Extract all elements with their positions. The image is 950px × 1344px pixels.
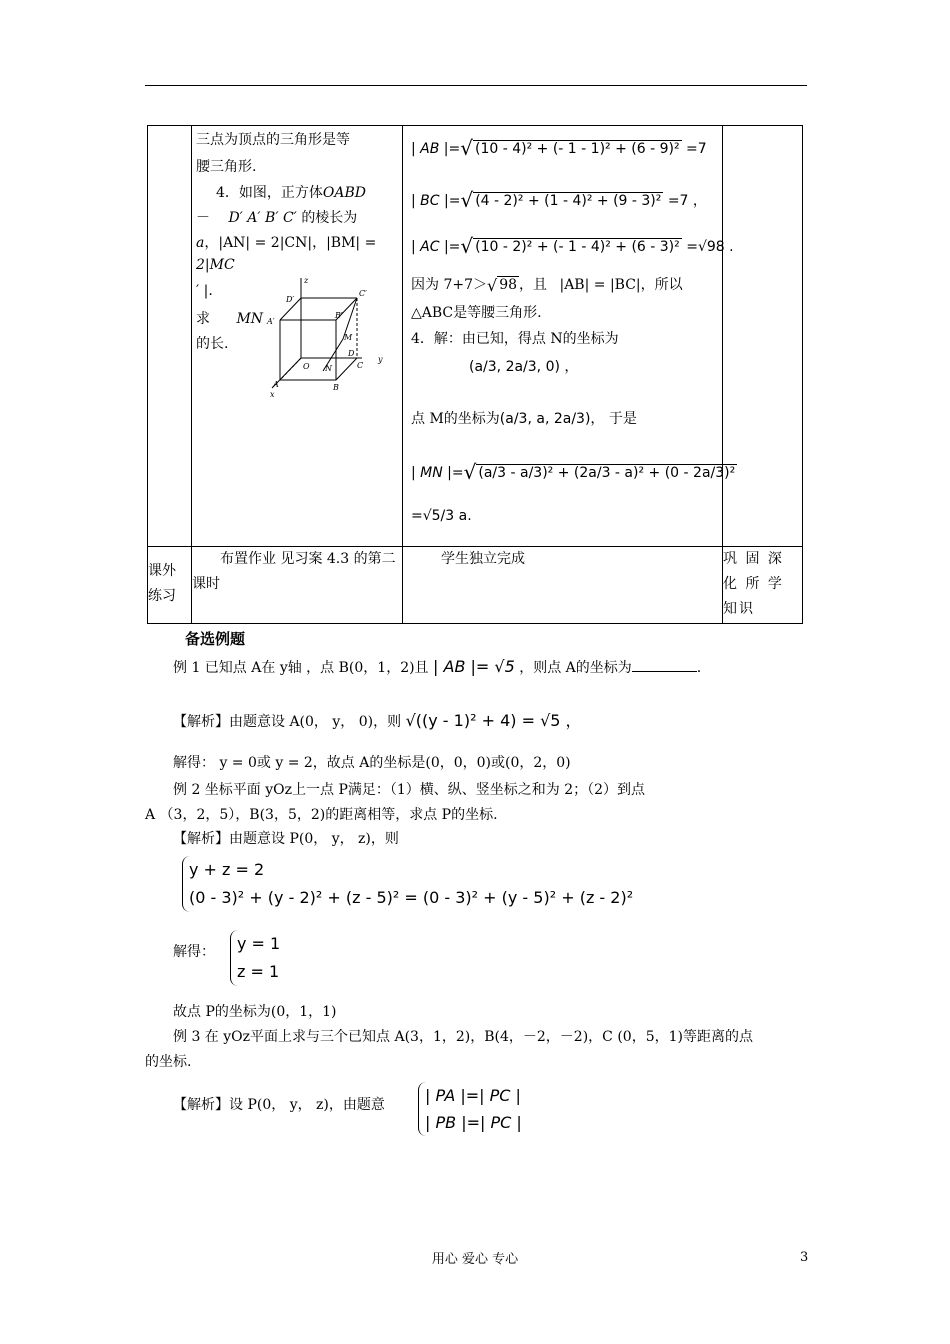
bc-value: =7 ，	[667, 193, 707, 209]
footer-motto: 用心 爱心 专心	[431, 1252, 519, 1267]
row-label-line2: 练习	[148, 588, 176, 604]
empty-cell	[148, 126, 192, 547]
ex2-line1: 例 2 坐标平面 yOz上一点 P满足：（1）横、纵、竖坐标之和为 2；（2）到点	[173, 782, 646, 798]
answer-blank	[632, 671, 697, 672]
ac-equation: | AC |=√ (10 - 2)² + (- 1 - 4)² + (6 - 3)² =√98 .	[411, 234, 734, 258]
ab-equation: | AB |=√ (10 - 4)² + (- 1 - 1)² + (6 - 9)² =7	[411, 136, 707, 160]
n-coord-text: (a/3, 2a/3, 0) ，	[469, 359, 579, 375]
ab-value: =7	[686, 141, 707, 157]
task-cell	[192, 126, 403, 547]
task-cube-name: OABD	[322, 185, 367, 201]
cube-figure	[266, 276, 396, 398]
system-brace	[182, 856, 633, 912]
because-text3: |AB| = |BC|，所以	[559, 277, 683, 293]
student-cell: 学生独立完成	[403, 547, 723, 624]
ex1-solve: 解得： y = 0或 y = 2，故点 A的坐标是(0，0，0)或(0，2，0)	[173, 755, 571, 771]
isosceles-line: △ABC是等腰三角形.	[411, 305, 542, 321]
mn-radicand: (a/3 - a/3)² + (2a/3 - a)² + (0 - 2a/3)²	[478, 465, 736, 481]
ex1-tail: ，则点 A的坐标为	[519, 660, 632, 676]
mn-lhs: | MN |=	[411, 465, 464, 481]
example-1: 例 1 已知点 A在 y轴 ，点 B(0，1，2)且 | AB |= √5 ，则点 A的坐标为 .	[173, 657, 702, 676]
task-var: a	[196, 235, 205, 251]
ac-radicand: (10 - 2)² + (- 1 - 4)² + (6 - 3)²	[475, 239, 680, 255]
task-text: 的棱长为	[301, 210, 358, 226]
label-b: B	[333, 383, 339, 392]
page-number: 3	[800, 1250, 809, 1265]
ab-radicand: (10 - 4)² + (- 1 - 1)² + (6 - 9)²	[475, 141, 680, 157]
homework-cell: 布置作业 见习案 4.3 的第二课时	[192, 547, 403, 624]
because-text: 因为 7+7＞	[411, 277, 487, 293]
lesson-table	[147, 125, 803, 624]
because-sqrt: 98	[499, 277, 518, 293]
label-n: N	[325, 364, 332, 373]
because-text2: ，且	[519, 277, 548, 293]
cube-edge	[336, 358, 357, 380]
ex1-math: | AB |= √5	[433, 657, 515, 676]
ex3-line2: 的坐标.	[145, 1054, 192, 1070]
row-label	[148, 547, 192, 624]
ex3-sys-eq1: | PA |=| PC |	[425, 1086, 521, 1105]
table-row	[148, 126, 803, 547]
ex2-sys-eq2: (0 - 3)² + (y - 2)² + (z - 5)² = (0 - 3)² + (y - 5)² + (z - 2)²	[189, 888, 634, 907]
ex2-solve-label: 解得：	[173, 944, 215, 960]
ex1-text: 例 1 已知点 A在 y轴 ，点 B(0，1，2)且	[173, 660, 429, 676]
ex1-analysis-text: 【解析】由题意设 A(0， y， 0)，则	[173, 714, 402, 730]
label-d: D	[348, 349, 355, 358]
row-label-line1: 课外	[148, 563, 176, 579]
task-text: 2|MC	[196, 257, 235, 273]
bc-lhs: | BC |=	[411, 193, 461, 209]
ex2-sys-eq1: y + z = 2	[189, 860, 265, 879]
ac-value: =√98 .	[686, 239, 734, 255]
because-line: 因为 7+7＞√ 98 ，且 |AB| = |BC|，所以	[411, 276, 683, 295]
task-mn: MN	[236, 311, 264, 327]
label-m: M	[344, 333, 353, 342]
m-tail: ， 于是	[590, 411, 637, 427]
ex2-line2: A （3，2，5），B(3，5，2)的距离相等，求点 P的坐标.	[145, 807, 498, 823]
task-text: 求	[196, 311, 210, 327]
task-text: 的长.	[196, 336, 229, 352]
ex3-system	[418, 1082, 522, 1136]
solution-brace	[230, 930, 280, 986]
label-d-prime: D′	[286, 295, 295, 304]
ex1-analysis-math: √((y - 1)² + 4) = √5 ，	[405, 711, 582, 730]
task-line: 三点为顶点的三角形是等	[196, 132, 350, 148]
ex2-system	[182, 856, 633, 912]
m-text: 点 M的坐标为	[411, 411, 500, 427]
bc-equation: | BC |=√ (4 - 2)² + (1 - 4)² + (9 - 3)² =7 ，	[411, 188, 707, 212]
mn-result	[411, 508, 472, 524]
section-title: 备选例题	[185, 630, 246, 648]
task-text: ′ |.	[196, 283, 213, 299]
m-coord: (a/3, a, 2a/3)	[499, 411, 591, 427]
solution-cell	[403, 126, 736, 547]
goal-cell: 巩 固 深 化 所 学 知识	[723, 547, 803, 624]
ex3-brace	[418, 1082, 522, 1136]
ab-lhs: | AB |=	[411, 141, 461, 157]
label-c: C	[357, 361, 364, 370]
task-dash: －	[196, 210, 210, 226]
label-a-prime: A′	[267, 317, 275, 326]
ex2-analysis: 【解析】由题意设 P(0， y， z)，则	[173, 831, 399, 847]
mn-equation: | MN |=√ (a/3 - a/3)² + (2a/3 - a)² + (0 - 2a/3)²	[411, 460, 736, 484]
ex2-sol-z: z = 1	[237, 962, 280, 981]
mn-result-text: =√5/3 a.	[411, 508, 472, 524]
bc-radicand: (4 - 2)² + (1 - 4)² + (9 - 3)²	[475, 193, 662, 209]
label-x: x	[270, 390, 275, 398]
ex3-sys-eq2: | PB |=| PC |	[425, 1113, 522, 1132]
label-z: z	[304, 276, 309, 285]
task-line: 腰三角形.	[196, 159, 257, 175]
label-b-prime: B′	[335, 311, 343, 320]
ex2-conclusion: 故点 P的坐标为(0，1，1)	[173, 1004, 337, 1020]
task-text: ，|AN| = 2|CN|，|BM| =	[204, 235, 377, 251]
ex2-sol-y: y = 1	[237, 934, 281, 953]
ex2-solution	[230, 930, 280, 986]
ex3-line1: 例 3 在 yOz平面上求与三个已知点 A(3，1，2)，B(4，－2，－2)，C (0，5，1)等距离的点	[173, 1029, 753, 1045]
ex3-analysis: 【解析】设 P(0， y， z)，由题意	[173, 1097, 385, 1113]
task-cube-name2: D′ A′ B′ C′	[228, 210, 297, 226]
label-o: O	[303, 362, 310, 371]
header-rule	[145, 85, 807, 86]
m-coordinate-line	[411, 408, 637, 428]
label-c-prime: C′	[359, 289, 367, 298]
table-row	[148, 547, 803, 624]
label-y: y	[378, 355, 383, 364]
task-line: 4．如图，正方体	[216, 185, 323, 201]
ac-lhs: | AC |=	[411, 239, 461, 255]
ex1-analysis	[173, 708, 582, 731]
n-coordinate	[469, 356, 578, 376]
label-a: A	[273, 380, 279, 389]
empty-cell-right	[723, 126, 803, 547]
sol4-line: 4．解：由已知，得点 N的坐标为	[411, 331, 619, 347]
